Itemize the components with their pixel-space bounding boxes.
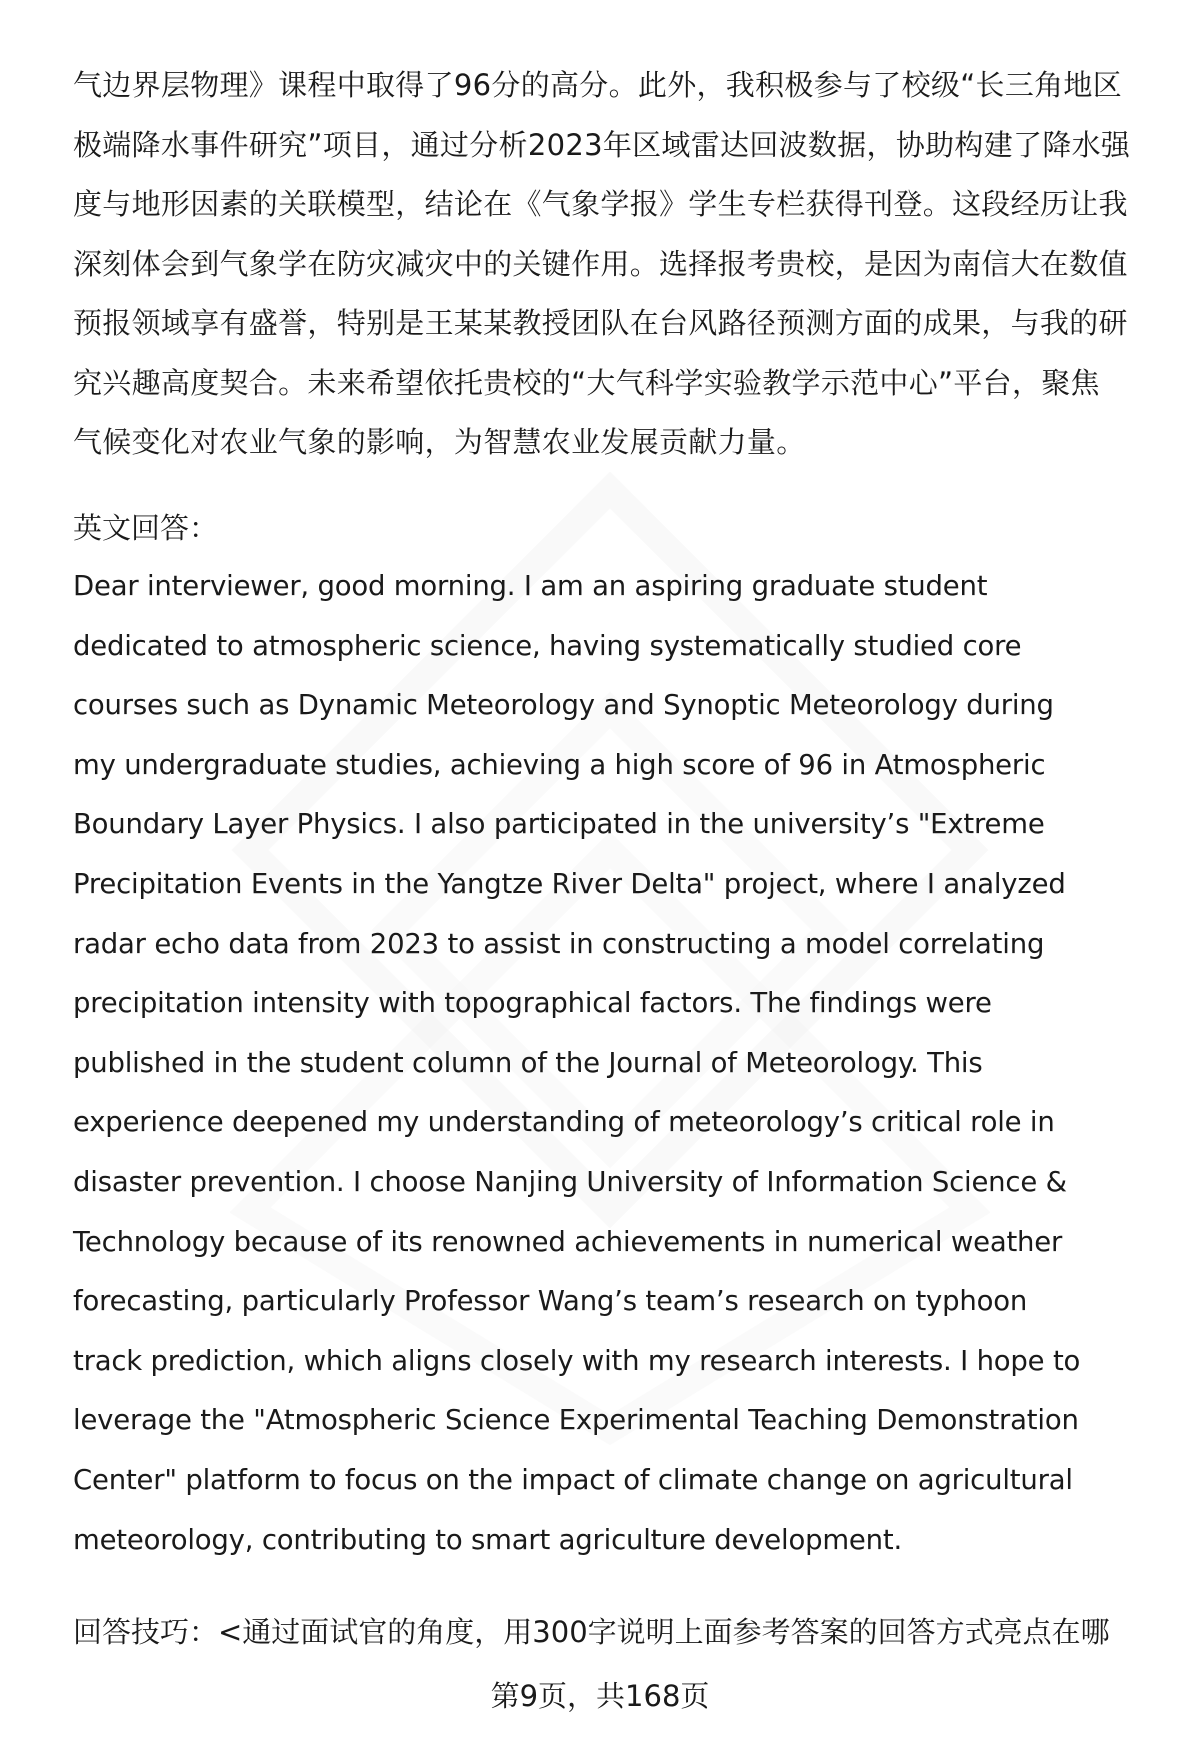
english-paragraph-line: Center" platform to focus on the impact of climate change on agricultural <box>73 1463 1073 1496</box>
page-number-footer: 第9页，共168页 <box>490 1679 710 1713</box>
english-paragraph-line: disaster prevention. I choose Nanjing University of Information Science & <box>73 1165 1067 1198</box>
english-paragraph-line: forecasting, particularly Professor Wang’s team’s research on typhoon <box>73 1285 1028 1318</box>
chinese-paragraph-line: 预报领域享有盛誉，特别是王某某教授团队在台风路径预测方面的成果，与我的研 <box>73 306 1128 340</box>
english-paragraph-line: precipitation intensity with topographical factors. The findings were <box>73 987 992 1020</box>
english-paragraph-line: my undergraduate studies, achieving a high score of 96 in Atmospheric <box>73 748 1046 781</box>
english-paragraph-line: radar echo data from 2023 to assist in constructing a model correlating <box>73 927 1045 960</box>
english-paragraph-line: courses such as Dynamic Meteorology and Synoptic Meteorology during <box>73 689 1054 722</box>
english-paragraph-line: meteorology, contributing to smart agriculture development. <box>73 1523 902 1556</box>
chinese-paragraph-line: 气候变化对农业气象的影响，为智慧农业发展贡献力量。 <box>73 425 806 459</box>
chinese-answer-paragraph <box>73 56 1153 473</box>
english-paragraph-line: Dear interviewer, good morning. I am an aspiring graduate student <box>73 570 988 602</box>
chinese-paragraph-line: 极端降水事件研究”项目，通过分析2023年区域雷达回波数据，协助构建了降水强 <box>73 127 1131 162</box>
chinese-paragraph-line: 深刻体会到气象学在防灾减灾中的关键作用。选择报考贵校，是因为南信大在数值 <box>73 246 1128 281</box>
english-answer-label: 英文回答： <box>73 511 219 545</box>
chinese-paragraph-line: 气边界层物理》课程中取得了96分的高分。此外，我积极参与了校级“长三角地区 <box>73 68 1123 102</box>
chinese-paragraph-line: 究兴趣高度契合。未来希望依托贵校的“大气科学实验教学示范中心”平台，聚焦 <box>73 365 1100 400</box>
english-paragraph-line: experience deepened my understanding of meteorology’s critical role in <box>73 1106 1055 1139</box>
english-paragraph-line: dedicated to atmospheric science, having systematically studied core <box>73 629 1022 662</box>
english-paragraph-line: track prediction, which aligns closely with my research interests. I hope to <box>73 1344 1081 1377</box>
answer-tips-heading: 回答技巧：<通过面试官的角度，用300字说明上面参考答案的回答方式亮点在哪 <box>73 1615 1110 1649</box>
english-paragraph-line: leverage the "Atmospheric Science Experimental Teaching Demonstration <box>73 1404 1079 1437</box>
english-paragraph-line: Precipitation Events in the Yangtze River Delta" project, where I analyzed <box>73 867 1066 900</box>
english-paragraph-line: published in the student column of the Journal of Meteorology. This <box>73 1046 983 1079</box>
chinese-paragraph-line: 度与地形因素的关联模型，结论在《气象学报》学生专栏获得刊登。这段经历让我 <box>73 187 1128 221</box>
english-paragraph-line: Boundary Layer Physics. I also participated in the university’s "Extreme <box>73 808 1045 841</box>
english-answer-paragraph <box>73 557 1163 1570</box>
english-paragraph-line: Technology because of its renowned achievements in numerical weather <box>73 1225 1063 1258</box>
